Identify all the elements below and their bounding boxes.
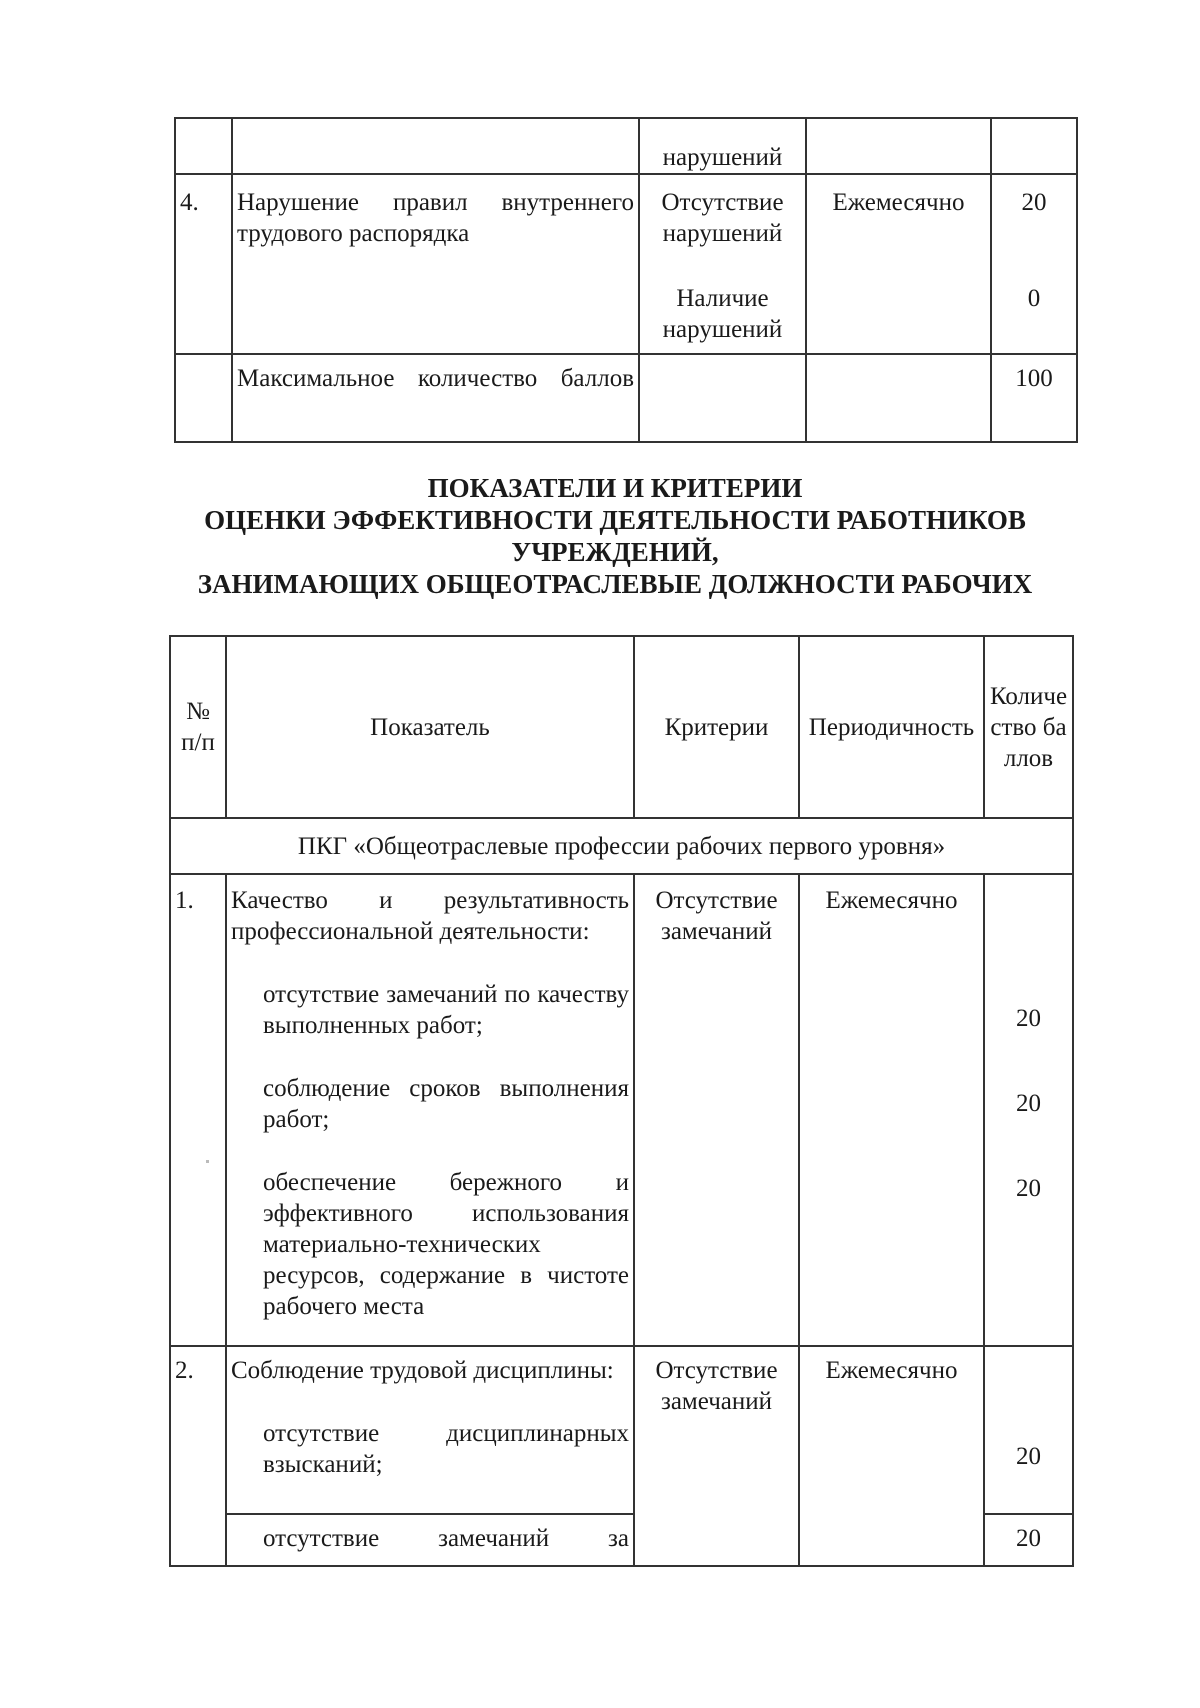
indicator-cell <box>226 874 634 1346</box>
indicator-title: Качество и результативность профессиональной деятельности: <box>231 887 629 945</box>
criteria-cell <box>639 174 806 354</box>
period-cell: Ежемесячно <box>799 1346 984 1566</box>
period-cell: Ежемесячно <box>806 174 991 354</box>
heading-line: ОЦЕНКИ ЭФФЕКТИВНОСТИ ДЕЯТЕЛЬНОСТИ РАБОТНИКОВ <box>204 505 1026 535</box>
sub-indicator: отсутствие дисциплинарных взысканий; <box>263 1420 629 1478</box>
sub-indicator: обеспечение бережного и эффективного использования материально-технических ресурсов, содержание в чистоте рабочего места <box>263 1169 629 1320</box>
points-value: 20 <box>1016 1090 1041 1117</box>
scan-speck <box>206 1160 209 1163</box>
points-cell: 20 <box>984 1514 1073 1566</box>
indicator-cell <box>232 354 639 442</box>
heading-line: ЗАНИМАЮЩИХ ОБЩЕОТРАСЛЕВЫЕ ДОЛЖНОСТИ РАБОЧИХ <box>197 569 1033 599</box>
criteria-cell: Отсутствие замечаний <box>634 1346 799 1566</box>
column-header-period: Периодичность <box>799 636 984 818</box>
criteria-table <box>169 635 1074 1567</box>
section-heading <box>150 472 1080 600</box>
points-cell: 100 <box>991 354 1077 442</box>
table-row <box>170 1346 1073 1514</box>
points-value: 20 <box>1016 1175 1041 1202</box>
table-row <box>175 174 1077 354</box>
points-value: 20 <box>1016 1005 1041 1032</box>
column-header-indicator: Показатель <box>226 636 634 818</box>
table-row <box>175 354 1077 442</box>
points-value: 0 <box>1027 285 1041 312</box>
table-header-row <box>170 636 1073 818</box>
indicator-cell: Нарушение правил внутреннего трудового распорядка <box>232 174 639 354</box>
table-row <box>170 874 1073 1346</box>
column-header-criteria: Критерии <box>634 636 799 818</box>
row-number: 1. <box>170 874 226 1346</box>
heading-line: ПОКАЗАТЕЛИ И КРИТЕРИИ <box>427 473 803 503</box>
sub-indicator: отсутствие замечаний за <box>263 1525 629 1552</box>
period-cell: Ежемесячно <box>799 874 984 1346</box>
indicator-title: Соблюдение трудовой дисциплины: <box>231 1357 614 1384</box>
group-row <box>170 818 1073 874</box>
row-number: 4. <box>175 174 232 354</box>
indicator-cell <box>226 1346 634 1514</box>
row-number: 2. <box>170 1346 226 1566</box>
criteria-table-continued <box>174 117 1078 443</box>
sub-indicator: соблюдение сроков выполнения работ; <box>263 1075 629 1133</box>
column-header-points: Количество баллов <box>984 636 1073 818</box>
criteria-present: Наличие нарушений <box>662 285 783 343</box>
criteria-absent: Отсутствие нарушений <box>661 189 784 247</box>
heading-line: УЧРЕЖДЕНИЙ, <box>511 537 719 567</box>
indicator-cell <box>226 1514 634 1566</box>
criteria-cell: Отсутствие замечаний <box>634 874 799 1346</box>
group-title: ПКГ «Общеотраслевые профессии рабочих первого уровня» <box>170 818 1073 874</box>
points-cell <box>984 874 1073 1346</box>
max-points-label: Максимальное количество баллов <box>237 365 634 392</box>
points-cell: 20 <box>984 1346 1073 1514</box>
criteria-cell: нарушений <box>639 118 806 174</box>
table-row <box>175 118 1077 174</box>
points-value: 20 <box>1021 189 1047 216</box>
column-header-number: № п/п <box>170 636 226 818</box>
points-cell <box>991 174 1077 354</box>
sub-indicator: отсутствие замечаний по качеству выполненных работ; <box>263 981 629 1039</box>
